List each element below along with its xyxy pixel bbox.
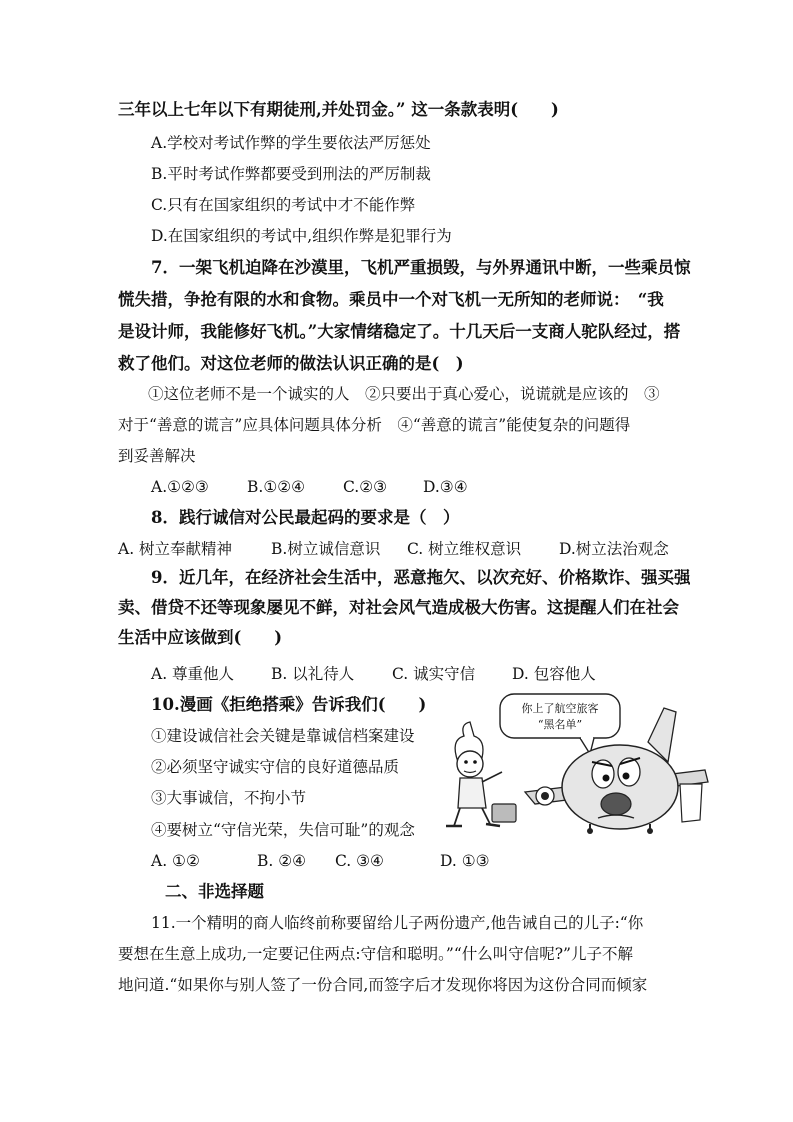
refuse-boarding-cartoon: [430, 692, 710, 834]
q6-stem-tail: 三年以上七年以下有期徒刑,并处罚金。” 这一条款表明( ): [118, 100, 559, 119]
q8-option-a: A. 树立奉献精神: [118, 540, 233, 558]
q8-option-c: C. 树立维权意识: [407, 540, 522, 558]
q10-option-c: C. ③④: [335, 852, 384, 870]
q6-option-b: B.平时考试作弊都要受到刑法的严厉制裁: [151, 165, 431, 183]
q7-stem-line: 7．一架飞机迫降在沙漠里，飞机严重损毁，与外界通讯中断，一些乘员惊: [151, 258, 691, 277]
q7-stem-line: 慌失措，争抢有限的水和食物。乘员中一个对飞机一无所知的老师说： “我: [118, 290, 664, 309]
q10-statement: ③大事诚信，不拘小节: [151, 789, 307, 807]
q9-option-a: A. 尊重他人: [151, 665, 235, 683]
q9-option-c: C. 诚实守信: [392, 665, 476, 683]
q7-statement-line: 对于“善意的谎言”应具体问题具体分析 ④“善意的谎言”能使复杂的问题得: [118, 416, 631, 434]
q6-option-a: A.学校对考试作弊的学生要依法严厉惩处: [151, 134, 431, 152]
q9-option-d: D. 包容他人: [512, 665, 596, 683]
q10-statement: ④要树立“守信光荣，失信可耻”的观念: [151, 821, 415, 839]
q8-option-b: B.树立诚信意识: [271, 540, 381, 558]
q7-statement-line: 到妥善解决: [118, 447, 196, 465]
q9-stem-line: 生活中应该做到( ): [118, 628, 283, 647]
q10-stem: 10.漫画《拒绝搭乘》告诉我们( ): [151, 695, 427, 714]
q7-option-b: B.①②④: [247, 478, 306, 496]
q10-option-a: A. ①②: [151, 852, 200, 870]
q7-option-a: A.①②③: [151, 478, 209, 496]
q9-stem-line: 卖、借贷不还等现象屡见不鲜，对社会风气造成极大伤害。这提醒人们在社会: [118, 598, 679, 617]
q10-option-b: B. ②④: [257, 852, 307, 870]
q11-line: 地问道.“如果你与别人签了一份合同,而签字后才发现你将因为这份合同而倾家: [118, 976, 648, 994]
q6-option-c: C.只有在国家组织的考试中才不能作弊: [151, 196, 416, 214]
q7-stem-line: 救了他们。对这位老师的做法认识正确的是( ): [118, 354, 464, 373]
cartoon-bubble-line2: “黑名单”: [537, 718, 583, 731]
q7-option-d: D.③④: [423, 478, 468, 496]
q10-statement: ①建设诚信社会关键是靠诚信档案建设: [151, 727, 415, 745]
q11-line: 11.一个精明的商人临终前称要留给儿子两份遗产,他告诫自己的儿子:“你: [151, 914, 644, 932]
q7-stem-line: 是设计师，我能修好飞机。”大家情绪稳定了。十几天后一支商人驼队经过，搭: [118, 322, 681, 341]
q10-option-d: D. ①③: [440, 852, 490, 870]
q6-option-d: D.在国家组织的考试中,组织作弊是犯罪行为: [151, 227, 452, 245]
section-title: 二、非选择题: [165, 882, 264, 901]
q8-option-d: D.树立法治观念: [559, 540, 669, 558]
q9-option-b: B. 以礼待人: [271, 665, 355, 683]
q10-statement: ②必须坚守诚实守信的良好道德品质: [151, 758, 400, 776]
q7-option-c: C.②③: [343, 478, 388, 496]
q7-statement-line: ①这位老师不是一个诚实的人 ②只要出于真心爱心，说谎就是应该的 ③: [148, 385, 660, 403]
q9-stem-line: 9．近几年，在经济社会生活中，恶意拖欠、以次充好、价格欺诈、强买强: [151, 568, 691, 587]
q8-stem: 8．践行诚信对公民最起码的要求是（ ）: [151, 508, 460, 527]
cartoon-bubble-line1: 你上了航空旅客: [521, 702, 599, 715]
q11-line: 要想在生意上成功,一定要记住两点:守信和聪明。”“什么叫守信呢?”儿子不解: [118, 945, 633, 963]
